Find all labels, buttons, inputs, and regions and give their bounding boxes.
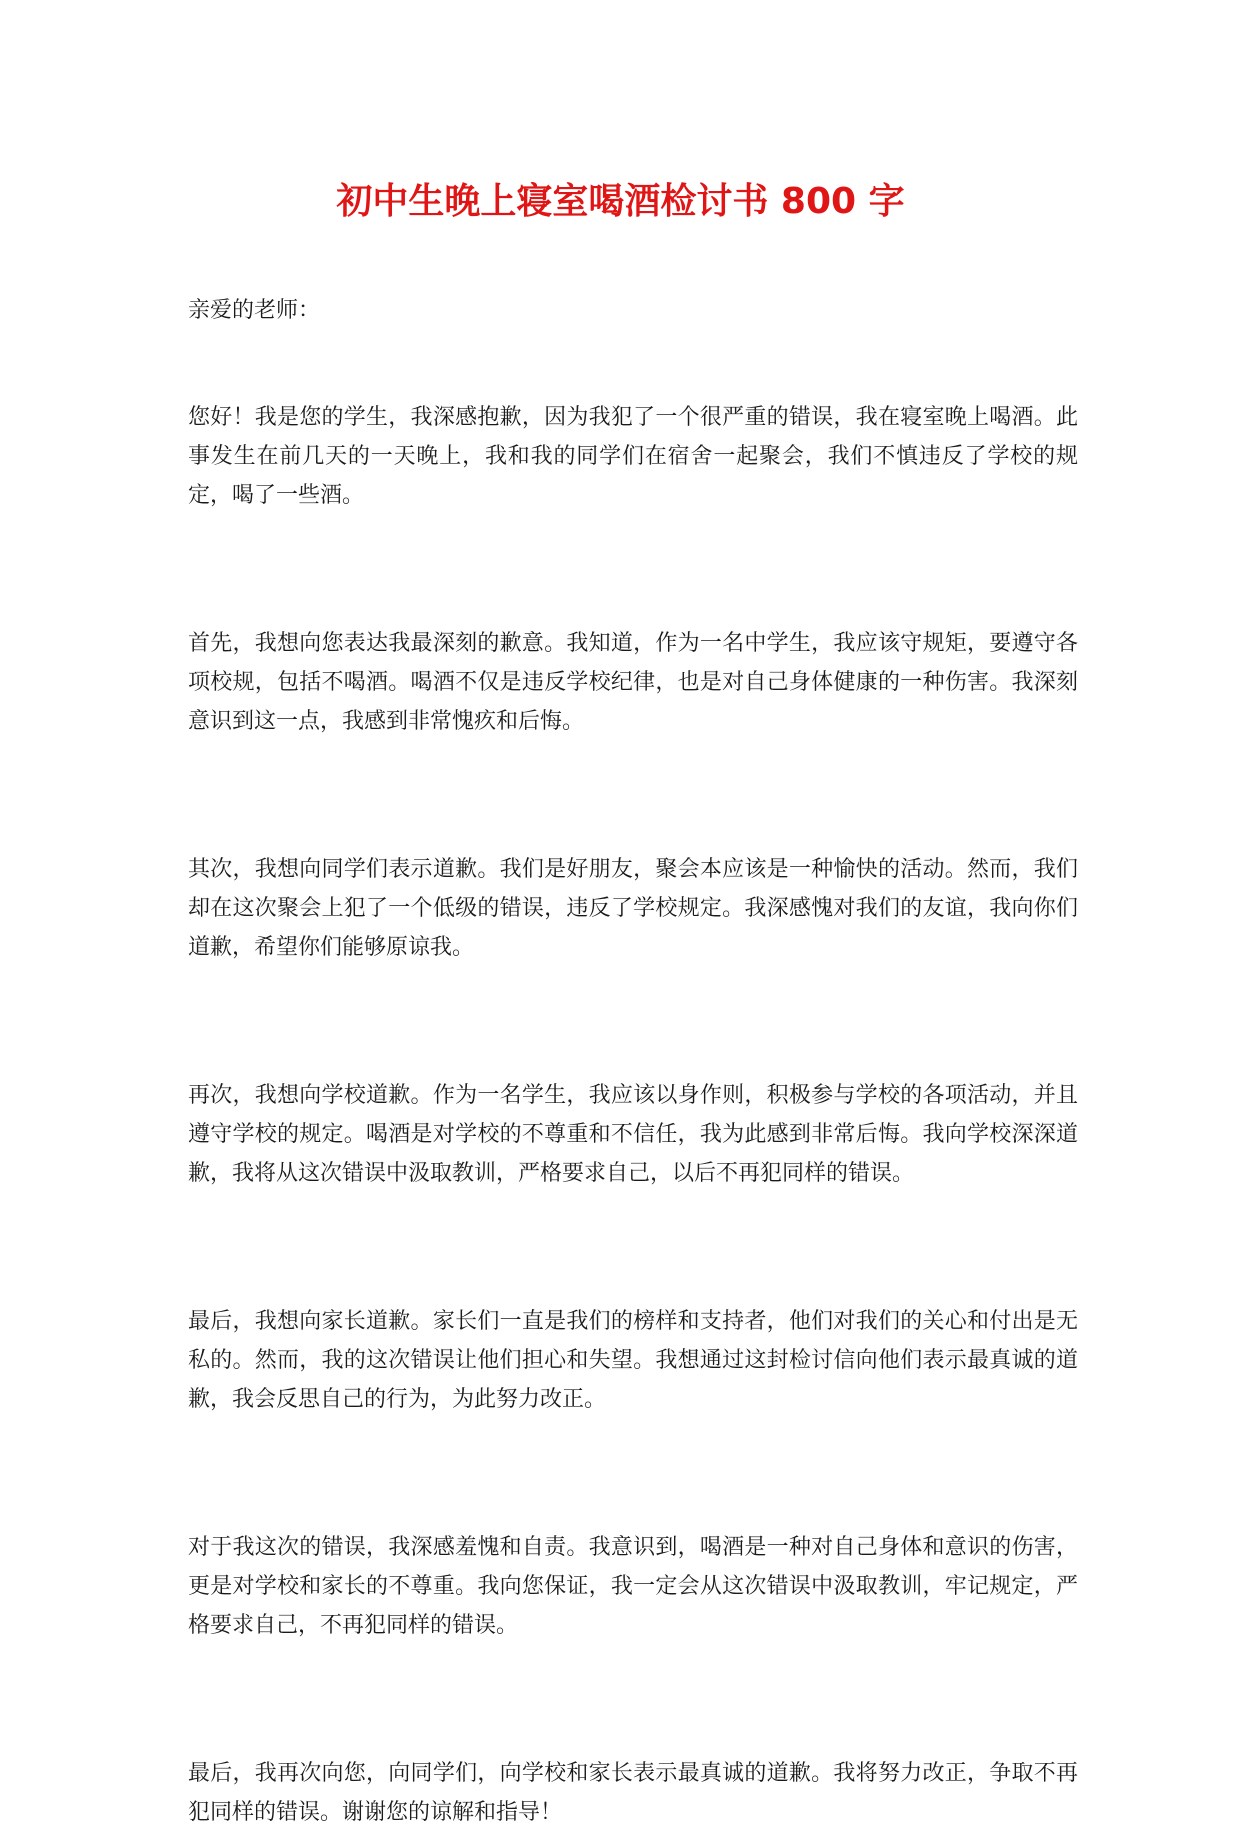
paragraph: 其次，我想向同学们表示道歉。我们是好朋友，聚会本应该是一种愉快的活动。然而，我们却在这次聚会上犯了一个低级的错误，违反了学校规定。我深感愧对我们的友谊，我向你们道歉，希望你们能够原谅我。 xyxy=(188,857,1078,960)
paragraph: 对于我这次的错误，我深感羞愧和自责。我意识到，喝酒是一种对自己身体和意识的伤害，更是对学校和家长的不尊重。我向您保证，我一定会从这次错误中汲取教训，牢记规定，严格要求自己，不再犯同样的错误。 xyxy=(188,1535,1078,1638)
paragraph: 您好！我是您的学生，我深感抱歉，因为我犯了一个很严重的错误，我在寝室晚上喝酒。此事发生在前几天的一天晚上，我和我的同学们在宿舍一起聚会，我们不慎违反了学校的规定，喝了一些酒。 xyxy=(188,405,1078,508)
paragraph: 首先，我想向您表达我最深刻的歉意。我知道，作为一名中学生，我应该守规矩，要遵守各项校规，包括不喝酒。喝酒不仅是违反学校纪律，也是对自己身体健康的一种伤害。我深刻意识到这一点，我感到非常愧疚和后悔。 xyxy=(188,631,1078,734)
paragraph: 最后，我再次向您，向同学们，向学校和家长表示最真诚的道歉。我将努力改正，争取不再犯同样的错误。谢谢您的谅解和指导！ xyxy=(188,1761,1078,1825)
paragraph: 最后，我想向家长道歉。家长们一直是我们的榜样和支持者，他们对我们的关心和付出是无私的。然而，我的这次错误让他们担心和失望。我想通过这封检讨信向他们表示最真诚的道歉，我会反思自己的行为，为此努力改正。 xyxy=(188,1309,1078,1412)
document-title: 初中生晚上寝室喝酒检讨书 800 字 xyxy=(336,181,905,222)
paragraph: 再次，我想向学校道歉。作为一名学生，我应该以身作则，积极参与学校的各项活动，并且遵守学校的规定。喝酒是对学校的不尊重和不信任，我为此感到非常后悔。我向学校深深道歉，我将从这次错误中汲取教训，严格要求自己，以后不再犯同样的错误。 xyxy=(188,1083,1078,1186)
document-body xyxy=(188,398,1078,1832)
greeting: 亲爱的老师： xyxy=(188,298,321,323)
